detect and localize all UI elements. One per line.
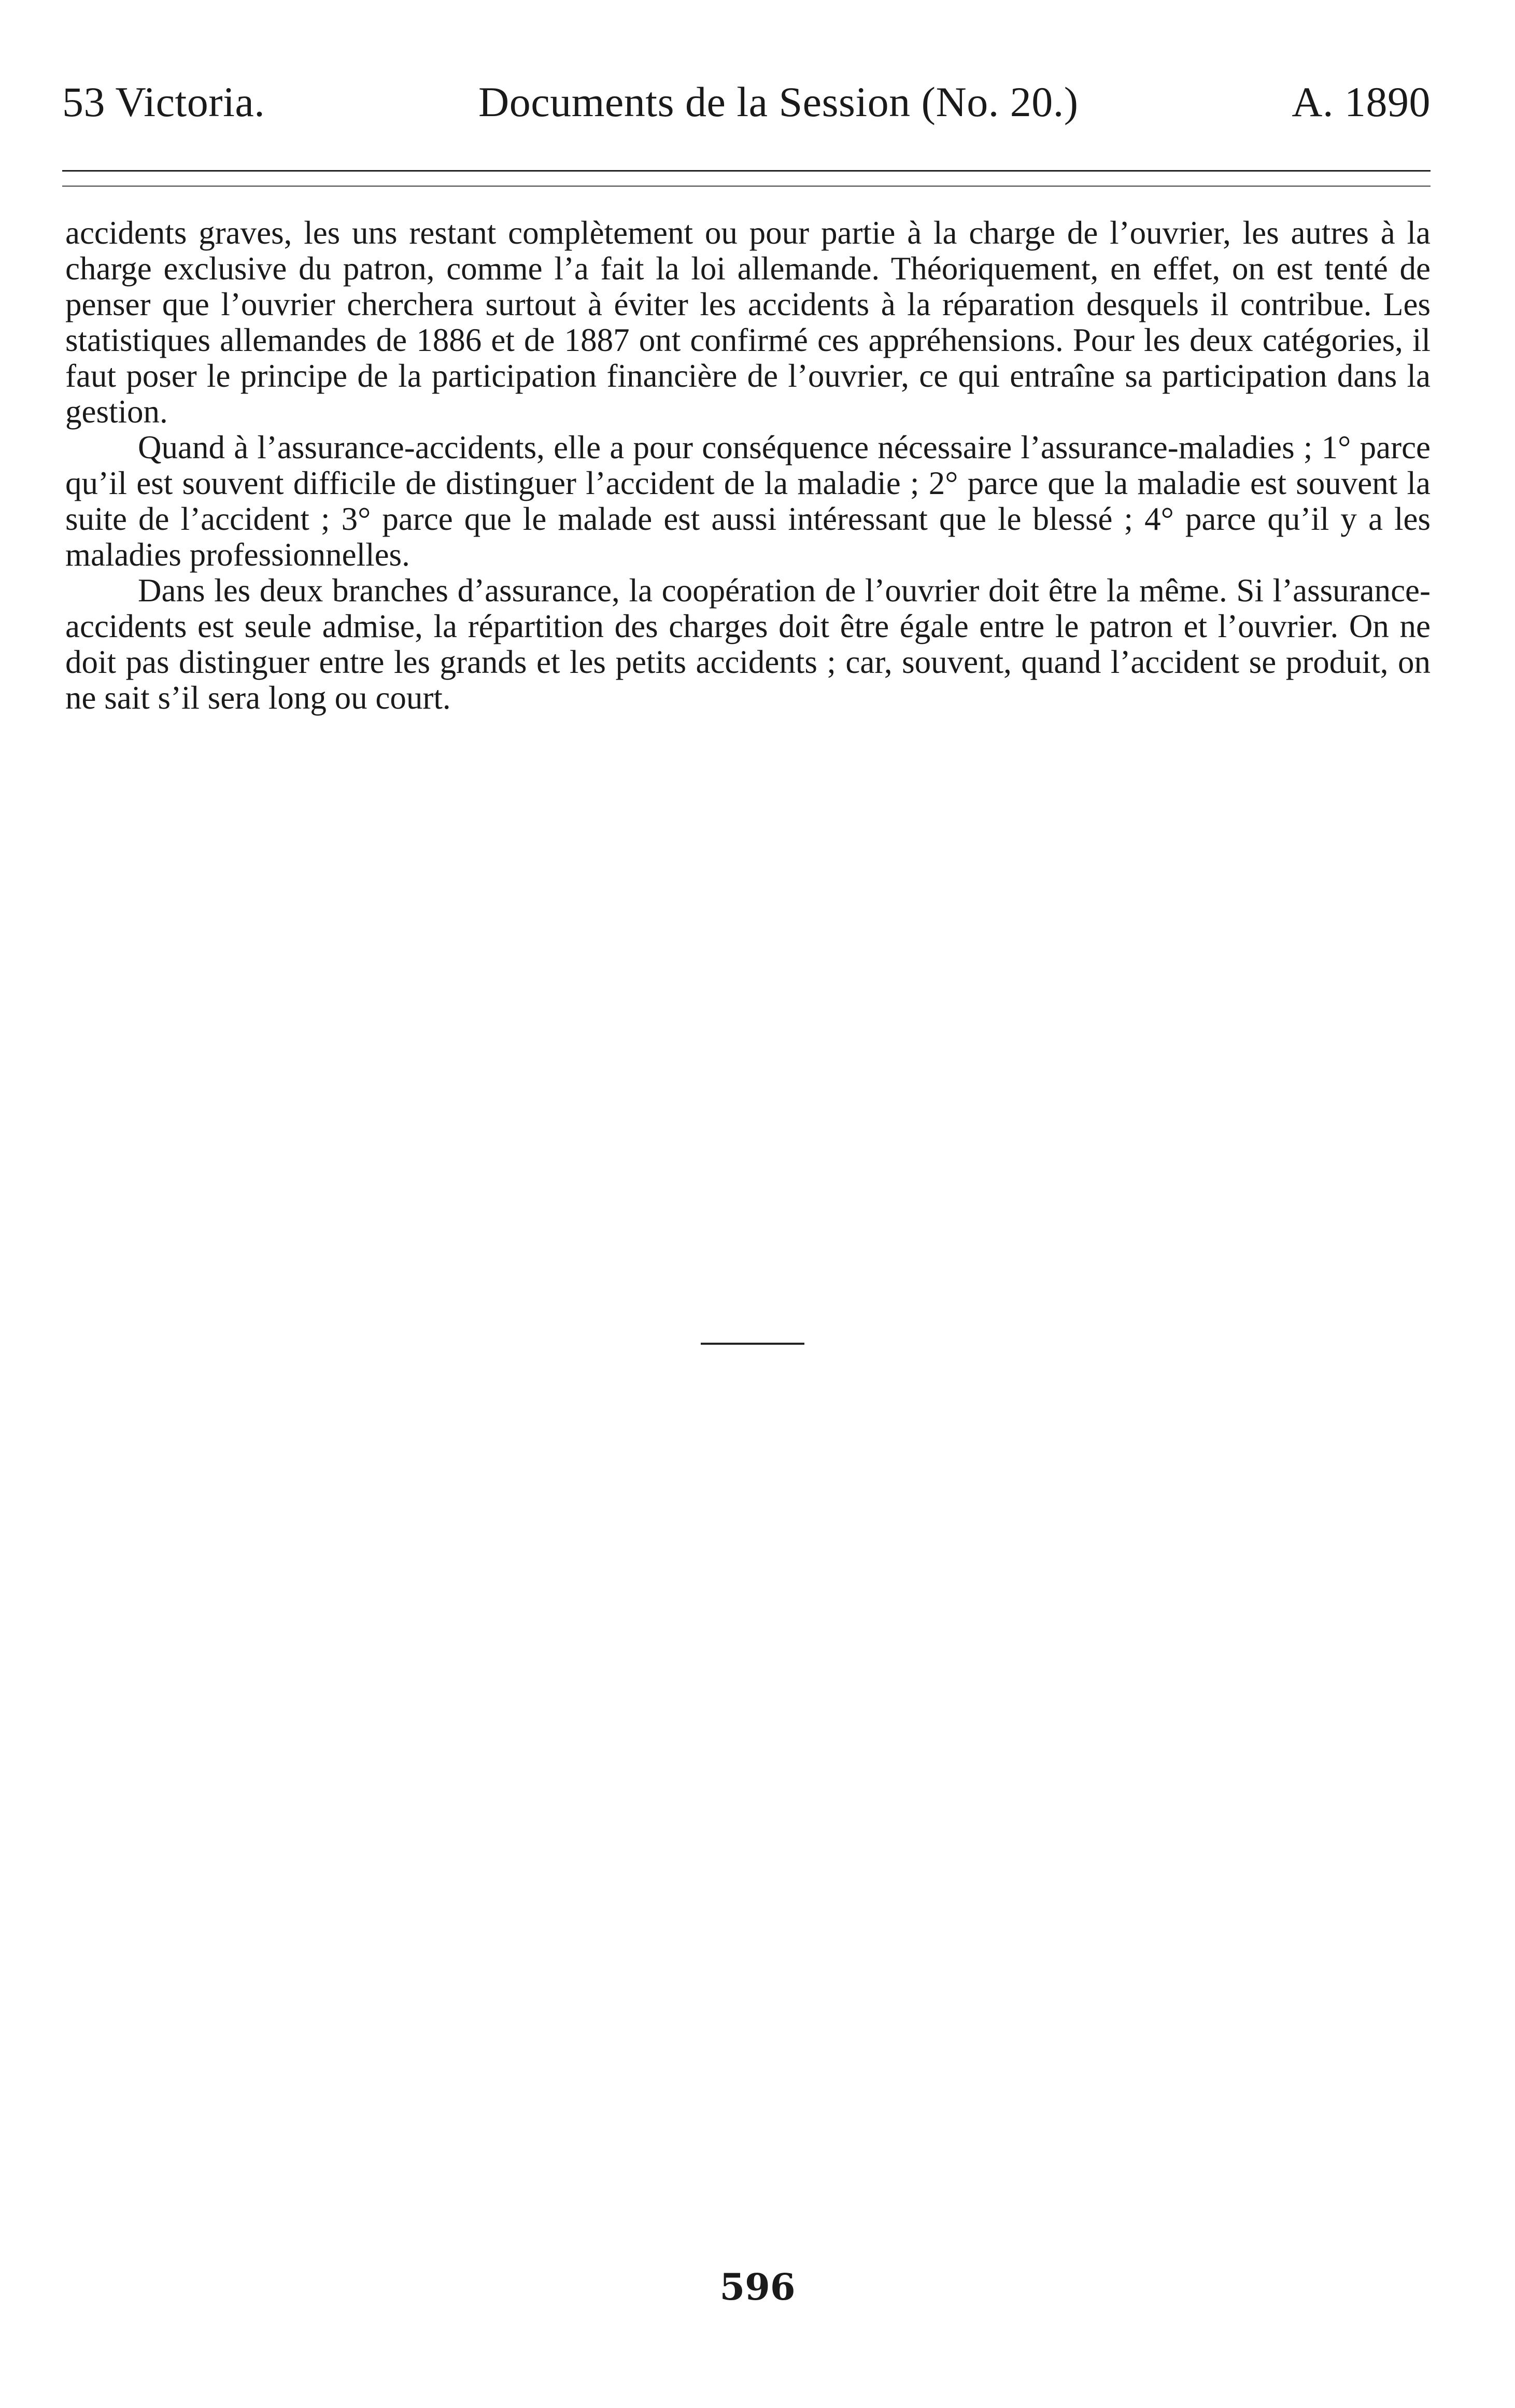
body-text [65, 215, 1431, 716]
paragraph: Quand à l’assurance-accidents, elle a pour conséquence nécessaire l’assurance-maladies ; 1° parce qu’il est souvent difficile de distinguer l’accident de la maladie ; 2° parce que la maladie est souvent la suite de l’accident ; 3° parce que le malade est aussi intéressant que le blessé ; 4° parce qu’il y a les maladies professionnelles. [65, 429, 1431, 573]
paragraph: Dans les deux branches d’assurance, la coopération de l’ouvrier doit être la même. Si l’assurance-accidents est seule admise, la répartition des charges doit être égale entre le patron et l’ouvrier. On ne doit pas distinguer entre les grands et les petits accidents ; car, souvent, quand l’accident se produit, on ne sait s’il sera long ou court. [65, 572, 1431, 716]
header-rule-thick [62, 170, 1431, 172]
page-number: 596 [719, 2265, 796, 2308]
section-end-rule [701, 1343, 804, 1345]
paragraph-continued: accidents graves, les uns restant complètement ou pour partie à la charge de l’ouvrier, les autres à la charge exclusive du patron, comme l’a fait la loi allemande. Théoriquement, en effet, on est tenté de penser que l’ouvrier cherchera surtout à éviter les accidents à la réparation desquels il contribue. Les statistiques allemandes de 1886 et de 1887 ont confirmé ces appréhensions. Pour les deux catégories, il faut poser le principe de la participation financière de l’ouvrier, ce qui entraîne sa participation dans la gestion. [65, 215, 1431, 430]
header-session-year: 53 Victoria. [62, 78, 265, 125]
header-document-title: Documents de la Session (No. 20.) [478, 78, 1079, 125]
header-year: A. 1890 [1292, 78, 1431, 125]
running-header [62, 78, 1431, 140]
header-rule-thin [62, 186, 1431, 187]
